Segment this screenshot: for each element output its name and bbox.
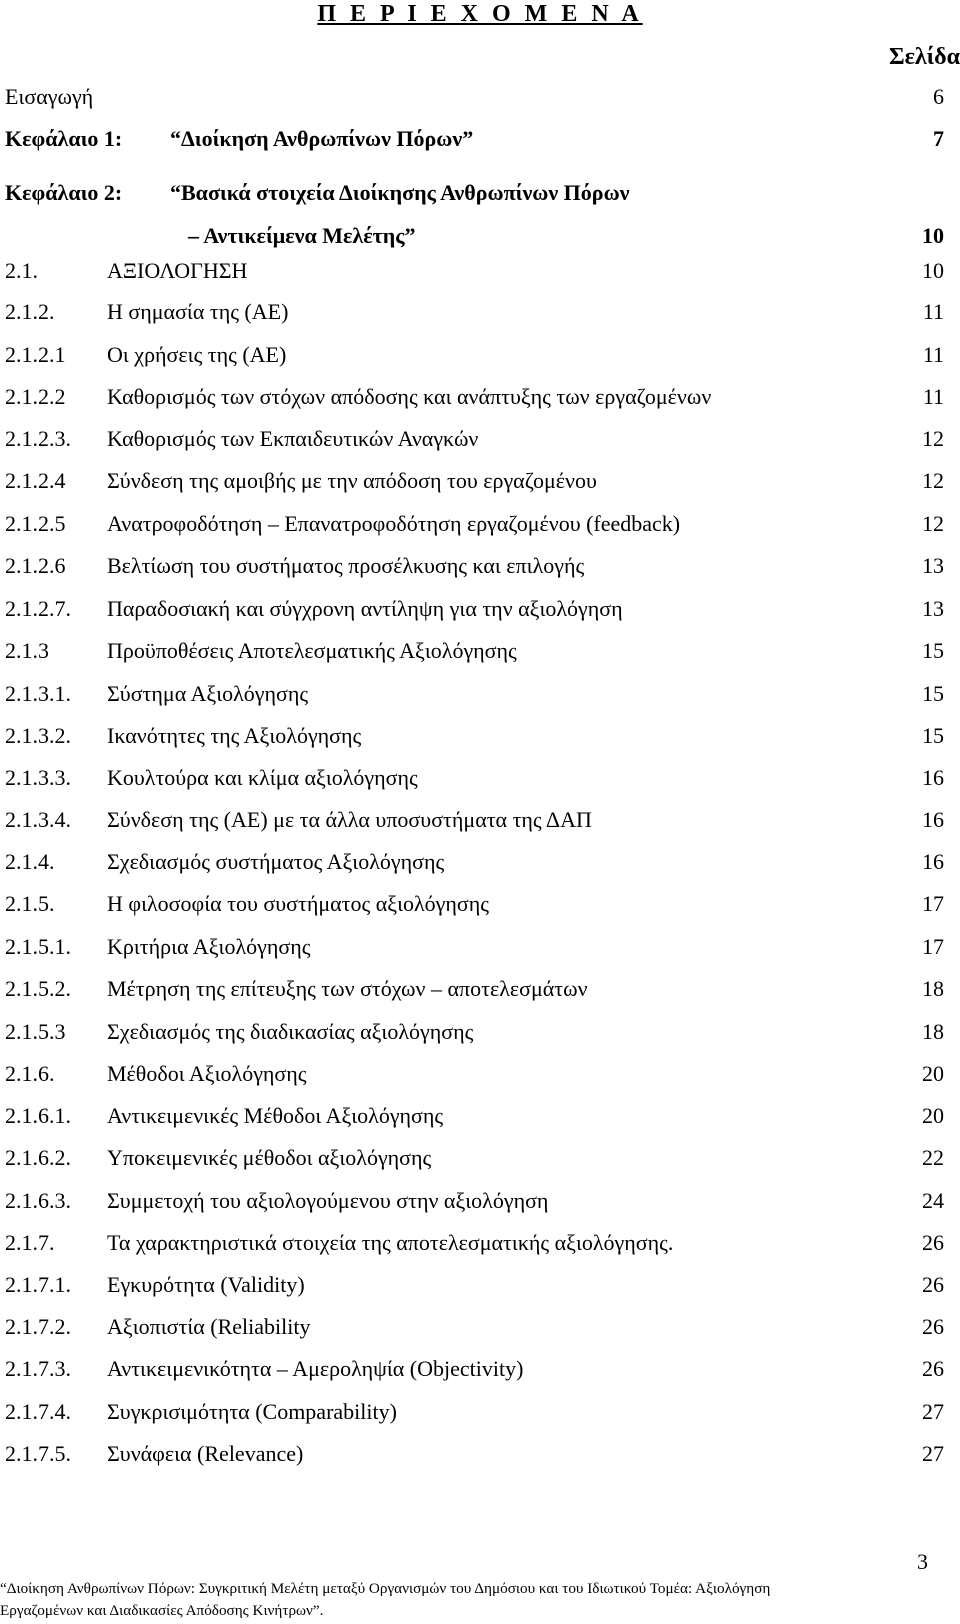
toc-section-number: 2.1.7.2. [5, 1314, 71, 1339]
toc-section-title: Αξιοπιστία (Reliability [107, 1314, 311, 1339]
toc-page-number: 26 [922, 1272, 944, 1297]
toc-section-number: 2.1.2.7. [5, 596, 71, 621]
toc-section-title: Η σημασία της (ΑΕ) [107, 299, 289, 324]
toc-page-number: 10 [922, 258, 944, 283]
toc-section-number: 2.1.7.1. [5, 1272, 71, 1297]
toc-row [0, 509, 960, 539]
toc-section-title: Αντικειμενικές Μέθοδοι Αξιολόγησης [107, 1103, 444, 1128]
toc-section-title: Κουλτούρα και κλίμα αξιολόγησης [107, 765, 418, 790]
toc-section-title: Σχεδιασμός συστήματος Αξιολόγησης [107, 849, 445, 874]
toc-row [0, 178, 960, 208]
toc-page-number: 6 [933, 84, 944, 109]
toc-section-number: 2.1.3.2. [5, 723, 71, 748]
toc-section-title: – Αντικείμενα Μελέτης” [188, 223, 416, 248]
toc-row [0, 1354, 960, 1384]
toc-row [0, 551, 960, 581]
toc-row [0, 1143, 960, 1173]
toc-section-title: Σύνδεση της αμοιβής με την απόδοση του εργαζομένου [107, 468, 597, 493]
toc-section-title: Βελτίωση του συστήματος προσέλκυσης και επιλογής [107, 553, 585, 578]
toc-page-number: 16 [922, 849, 944, 874]
toc-page-number: 13 [922, 553, 944, 578]
toc-section-number: 2.1.6.2. [5, 1145, 71, 1170]
toc-section-title: Κριτήρια Αξιολόγησης [107, 934, 311, 959]
footer-line-2: Εργαζομένων και Διαδικασίες Απόδοσης Κινήτρων”. [0, 1602, 324, 1619]
toc-section-number: Κεφάλαιο 1: [5, 126, 123, 151]
toc-page-number: 20 [922, 1061, 944, 1086]
toc-section-title: Παραδοσιακή και σύγχρονη αντίληψη για την αξιολόγηση [107, 596, 623, 621]
toc-section-title: Σύνδεση της (ΑΕ) με τα άλλα υποσυστήματα της ΔΑΠ [107, 807, 592, 832]
toc-row [0, 1439, 960, 1469]
toc-page-number: 18 [922, 1019, 944, 1044]
toc-row [0, 82, 960, 112]
toc-section-number: 2.1.5.3 [5, 1019, 66, 1044]
toc-page-number: 12 [922, 468, 944, 493]
toc-section-number: 2.1.2.6 [5, 553, 66, 578]
toc-row [0, 221, 960, 251]
page-column-label: Σελίδα [888, 44, 960, 70]
toc-page-number: 15 [922, 681, 944, 706]
toc-row [0, 124, 960, 154]
toc-page-number: 13 [922, 596, 944, 621]
toc-section-number: 2.1.6.1. [5, 1103, 71, 1128]
toc-section-number: 2.1.6. [5, 1061, 55, 1086]
toc-page-number: 27 [922, 1441, 944, 1466]
toc-section-title: Μέθοδοι Αξιολόγησης [107, 1061, 307, 1086]
toc-section-number: 2.1.3 [5, 638, 49, 663]
toc-section-number: 2.1.5. [5, 891, 55, 916]
toc-section-title: Σύστημα Αξιολόγησης [107, 681, 309, 706]
toc-section-number: 2.1.2. [5, 299, 55, 324]
page-title: Π Ε Ρ Ι Ε Χ Ο Μ Ε Ν Α [317, 1, 643, 27]
toc-page-number: 24 [922, 1188, 944, 1213]
toc-section-title: Οι χρήσεις της (ΑΕ) [107, 342, 287, 367]
toc-section-title: Προϋποθέσεις Αποτελεσματικής Αξιολόγησης [107, 638, 517, 663]
toc-row [0, 594, 960, 624]
toc-section-number: 2.1.7.4. [5, 1399, 71, 1424]
toc-section-number: 2.1.5.1. [5, 934, 71, 959]
toc-row [0, 256, 960, 286]
toc-row [0, 1101, 960, 1131]
toc-section-number: Κεφάλαιο 2: [5, 180, 123, 205]
toc-section-title: Καθορισμός των Εκπαιδευτικών Αναγκών [107, 426, 479, 451]
toc-section-number: 2.1.2.2 [5, 384, 66, 409]
toc-page-number: 20 [922, 1103, 944, 1128]
toc-page-number: 16 [922, 807, 944, 832]
toc-section-title: Υποκειμενικές μέθοδοι αξιολόγησης [107, 1145, 432, 1170]
toc-section-title: “Βασικά στοιχεία Διοίκησης Ανθρωπίνων Πόρων [170, 180, 630, 205]
toc-section-number: 2.1.3.3. [5, 765, 71, 790]
footer [0, 1578, 960, 1622]
toc-section-number: 2.1.7. [5, 1230, 55, 1255]
toc-row [0, 1017, 960, 1047]
toc-page-number: 15 [922, 638, 944, 663]
toc-section-title: Η φιλοσοφία του συστήματος αξιολόγησης [107, 891, 489, 916]
toc-page-number: 10 [922, 223, 944, 248]
toc-row [0, 382, 960, 412]
toc-section-number: 2.1.6.3. [5, 1188, 71, 1213]
toc-section-title: ΑΞΙΟΛΟΓΗΣΗ [107, 258, 248, 283]
toc-section-title: Ανατροφοδότηση – Επανατροφοδότηση εργαζομένου (feedback) [107, 511, 681, 536]
toc-section-title: Αντικειμενικότητα – Αμεροληψία (Objectivity) [107, 1356, 524, 1381]
toc-page-number: 26 [922, 1230, 944, 1255]
toc-row [0, 805, 960, 835]
toc-section-number: 2.1.3.1. [5, 681, 71, 706]
toc-page-number: 26 [922, 1314, 944, 1339]
toc-section-number: Εισαγωγή [5, 84, 94, 109]
toc-page-number: 11 [922, 299, 944, 324]
toc-section-title: Καθορισμός των στόχων απόδοσης και ανάπτυξης των εργαζομένων [107, 384, 712, 409]
toc-section-number: 2.1.2.4 [5, 468, 66, 493]
toc-page-number: 27 [922, 1399, 944, 1424]
toc-row [0, 1186, 960, 1216]
toc-section-title: Συγκρισιμότητα (Comparability) [107, 1399, 397, 1424]
toc-page-number: 17 [922, 891, 944, 916]
toc-section-title: Σχεδιασμός της διαδικασίας αξιολόγησης [107, 1019, 474, 1044]
toc-page-number: 12 [922, 511, 944, 536]
toc-page-number: 22 [922, 1145, 944, 1170]
toc-section-number: 2.1.5.2. [5, 976, 71, 1001]
toc-page-number: 7 [933, 126, 944, 151]
toc-row [0, 1228, 960, 1258]
toc-section-title: Τα χαρακτηριστικά στοιχεία της αποτελεσματικής αξιολόγησης. [107, 1230, 674, 1255]
toc-page-number: 12 [922, 426, 944, 451]
toc-section-number: 2.1.2.1 [5, 342, 66, 367]
toc-page-number: 18 [922, 976, 944, 1001]
toc-section-title: Συμμετοχή του αξιολογούμενου στην αξιολόγηση [107, 1188, 549, 1213]
toc-row [0, 679, 960, 709]
toc-section-number: 2.1.4. [5, 849, 55, 874]
toc-row [0, 466, 960, 496]
toc-section-number: 2.1.2.3. [5, 426, 71, 451]
toc-section-title: Μέτρηση της επίτευξης των στόχων – αποτελεσμάτων [107, 976, 588, 1001]
toc-section-number: 2.1. [5, 258, 38, 283]
toc-row [0, 297, 960, 327]
toc-page-number: 16 [922, 765, 944, 790]
toc-section-number: 2.1.2.5 [5, 511, 66, 536]
toc-page-number: 11 [922, 342, 944, 367]
toc-page-number: 11 [922, 384, 944, 409]
toc-row [0, 889, 960, 919]
toc-section-number: 2.1.7.3. [5, 1356, 71, 1381]
toc-row [0, 636, 960, 666]
toc-section-number: 2.1.3.4. [5, 807, 71, 832]
toc-row [0, 1270, 960, 1300]
toc-row [0, 1312, 960, 1342]
toc-row [0, 1059, 960, 1089]
toc-section-title: Συνάφεια (Relevance) [107, 1441, 304, 1466]
toc-row [0, 1397, 960, 1427]
toc-row [0, 932, 960, 962]
toc-page-number: 17 [922, 934, 944, 959]
toc-section-title: Ικανότητες της Αξιολόγησης [107, 723, 362, 748]
toc-page-number: 15 [922, 723, 944, 748]
toc-section-title: “Διοίκηση Ανθρωπίνων Πόρων” [170, 126, 474, 151]
toc-row [0, 424, 960, 454]
toc-row [0, 340, 960, 370]
toc-section-number: 2.1.7.5. [5, 1441, 71, 1466]
toc-row [0, 763, 960, 793]
toc-row [0, 847, 960, 877]
toc-page-number: 26 [922, 1356, 944, 1381]
toc-row [0, 721, 960, 751]
toc-section-title: Εγκυρότητα (Validity) [107, 1272, 305, 1297]
page-number: 3 [917, 1549, 928, 1574]
footer-line-1: “Διοίκηση Ανθρωπίνων Πόρων: Συγκριτική Μελέτη μεταξύ Οργανισμών του Δημόσιου και του Ιδιωτικού Τομέα: Αξιολόγηση [0, 1580, 771, 1597]
toc-row [0, 974, 960, 1004]
